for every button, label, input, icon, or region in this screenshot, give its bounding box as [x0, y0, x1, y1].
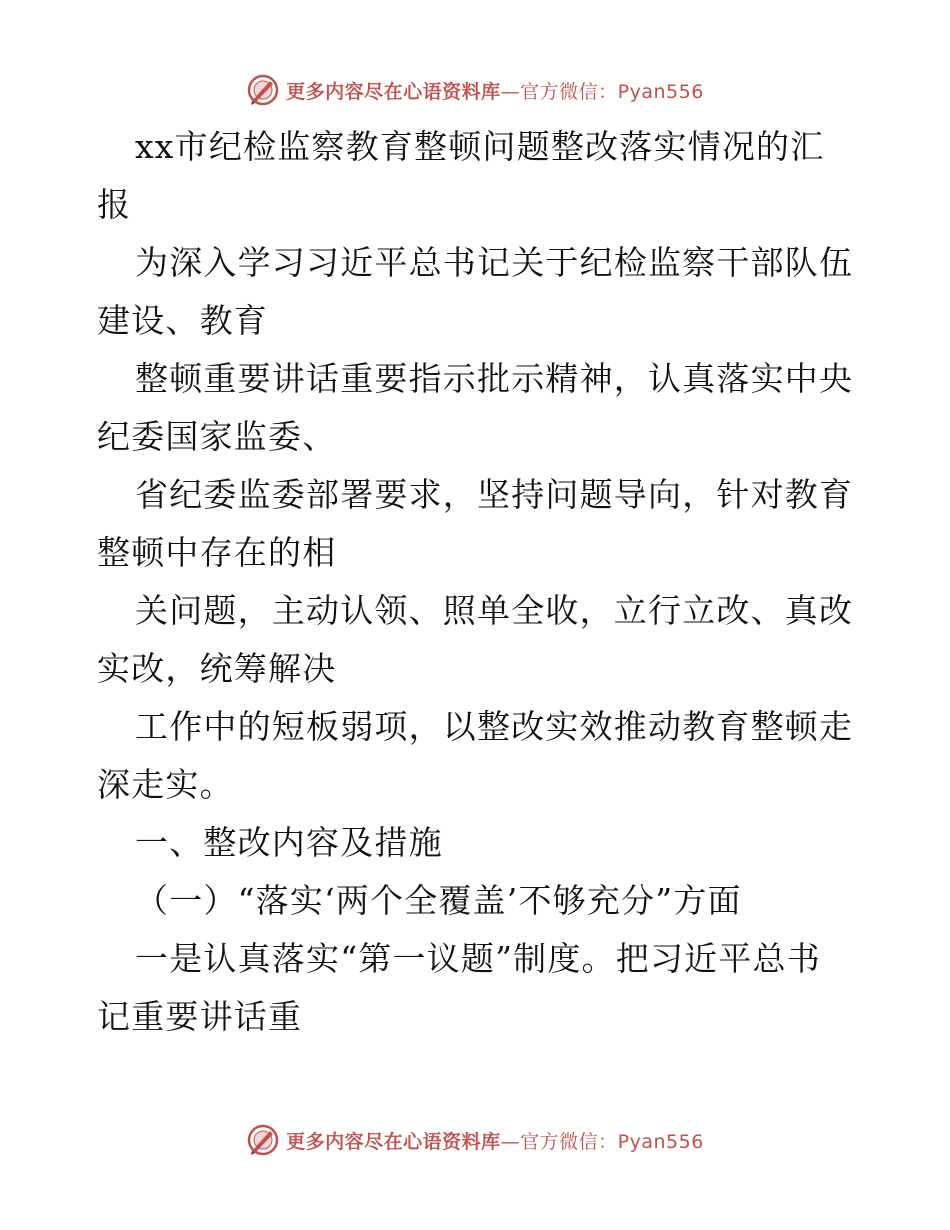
- paragraph-line: 关问题，主动认领、照单全收，立行立改、真改: [135, 591, 854, 630]
- watermark-text: 更多内容尽在心语资料库—官方微信：Pyan556: [286, 1130, 704, 1153]
- paragraph-line: 深走实。: [97, 765, 234, 804]
- footer-watermark-banner: [0, 1120, 950, 1160]
- document-body: [97, 118, 857, 1046]
- paragraph-line: 建设、教育: [97, 301, 268, 340]
- paragraph-line: 记重要讲话重: [97, 997, 303, 1036]
- paragraph-line: 一是认真落实“第一议题”制度。把习近平总书: [135, 939, 821, 978]
- subsection-heading: （一）“落实‘两个全覆盖’不够充分”方面: [135, 881, 742, 920]
- pen-circle-logo-icon: [246, 1123, 280, 1157]
- section-heading: 一、整改内容及措施: [135, 823, 443, 862]
- paragraph-line: 为深入学习习近平总书记关于纪检监察干部队伍: [135, 243, 854, 282]
- paragraph-line: 整顿中存在的相: [97, 533, 337, 572]
- document-title-line-1: xx市纪检监察教育整顿问题整改落实情况的汇: [135, 127, 825, 166]
- document-title-line-2: 报: [97, 185, 132, 224]
- paragraph-line: 纪委国家监委、: [97, 417, 337, 456]
- paragraph-line: 工作中的短板弱项，以整改实效推动教育整顿走: [135, 707, 854, 746]
- paragraph-line: 省纪委监委部署要求，坚持问题导向，针对教育: [135, 475, 854, 514]
- header-watermark-banner: [0, 70, 950, 110]
- watermark-text: 更多内容尽在心语资料库—官方微信：Pyan556: [286, 80, 704, 103]
- pen-circle-logo-icon: [246, 73, 280, 107]
- paragraph-line: 实改，统筹解决: [97, 649, 337, 688]
- paragraph-line: 整顿重要讲话重要指示批示精神，认真落实中央: [135, 359, 854, 398]
